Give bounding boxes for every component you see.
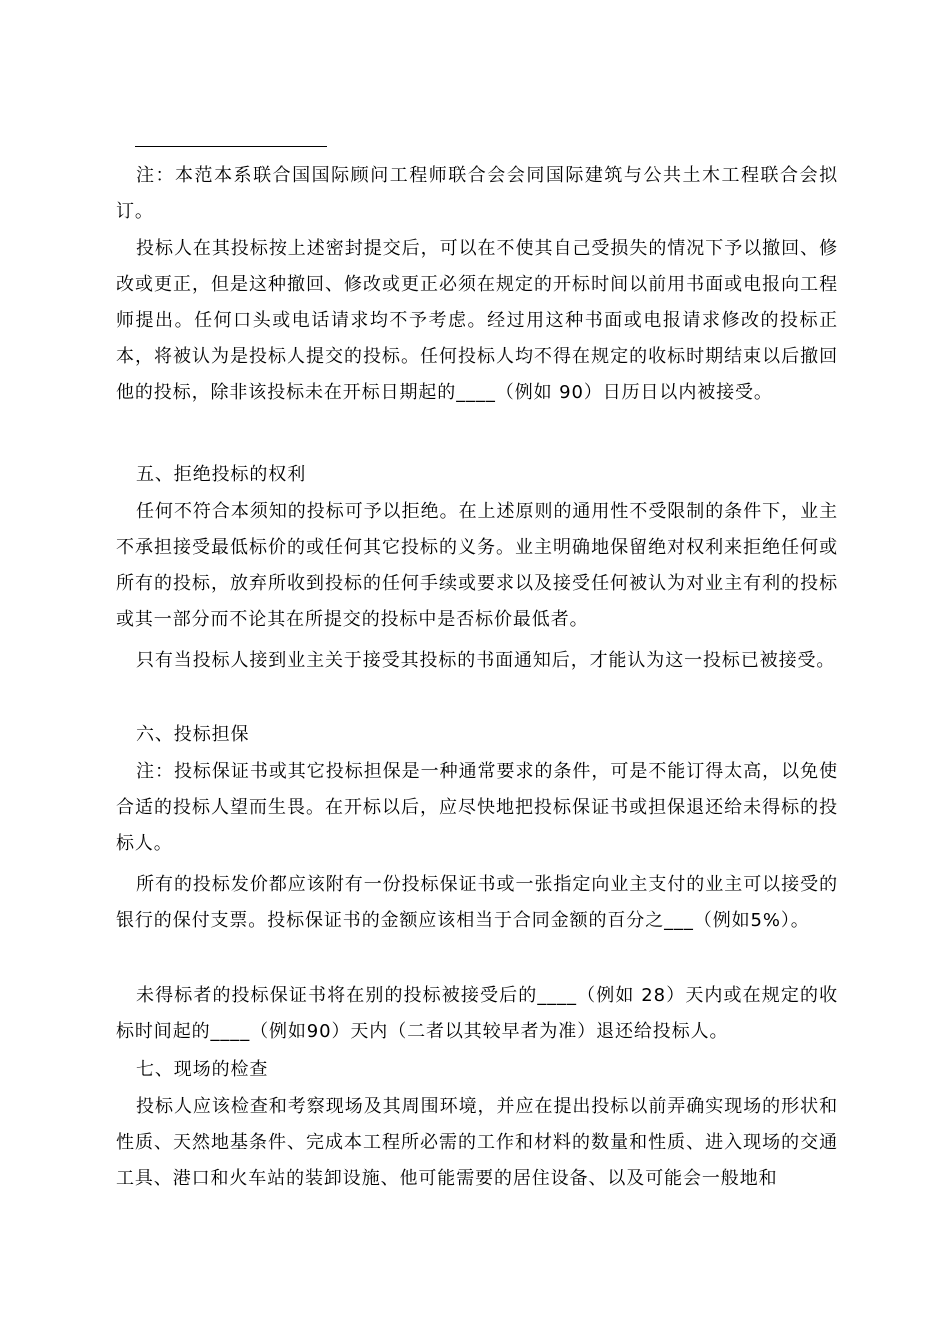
note-paragraph: 注：本范本系联合国国际顾问工程师联合会会同国际建筑与公共土木工程联合会拟订。 (116, 165, 838, 222)
section-6-paragraph-1: 注：投标保证书或其它投标担保是一种通常要求的条件，可是不能订得太高，以免使合适的投标人望而生畏。在开标以后，应尽快地把投标保证书或担保退还给未得标的投标人。 (116, 761, 838, 854)
section-6-heading: 六、投标担保 (136, 724, 250, 745)
section-5-heading: 五、拒绝投标的权利 (136, 464, 307, 485)
section-5-paragraph-1: 任何不符合本须知的投标可予以拒绝。在上述原则的通用性不受限制的条件下，业主不承担接受最低标价的或任何其它投标的义务。业主明确地保留绝对权利来拒绝任何或所有的投标，放弃所收到投标的任何手续或要求以及接受任何被认为对业主有利的投标或其一部分而不论其在所提交的投标中是否标价最低者。 (116, 501, 838, 630)
section-5-paragraph-2: 只有当投标人接到业主关于接受其投标的书面通知后，才能认为这一投标已被接受。 (136, 650, 836, 671)
section-7-heading: 七、现场的检查 (136, 1059, 269, 1080)
footnote-separator-line (135, 146, 327, 147)
section-6-paragraph-2: 所有的投标发价都应该附有一份投标保证书或一张指定向业主支付的业主可以接受的银行的保付支票。投标保证书的金额应该相当于合同金额的百分之___（例如5%）。 (116, 874, 838, 931)
withdraw-paragraph: 投标人在其投标按上述密封提交后，可以在不使其自己受损失的情况下予以撤回、修改或更正，但是这种撤回、修改或更正必须在规定的开标时间以前用书面或电报向工程师提出。任何口头或电话请求均不予考虑。经过用这种书面或电报请求修改的投标正本，将被认为是投标人提交的投标。任何投标人均不得在规定的收标时期结束以后撤回他的投标，除非该投标未在开标日期起的____（例如 90）日历日以内被接受。 (116, 238, 838, 403)
section-7-paragraph-1: 投标人应该检查和考察现场及其周围环境，并应在提出投标以前弄确实现场的形状和性质、天然地基条件、完成本工程所必需的工作和材料的数量和性质、进入现场的交通工具、港口和火车站的装卸设施、他可能需要的居住设备、以及可能会一般地和 (116, 1096, 838, 1189)
section-6-paragraph-3: 未得标者的投标保证书将在别的投标被接受后的____（例如 28）天内或在规定的收标时间起的____（例如90）天内（二者以其较早者为准）退还给投标人。 (116, 985, 838, 1042)
